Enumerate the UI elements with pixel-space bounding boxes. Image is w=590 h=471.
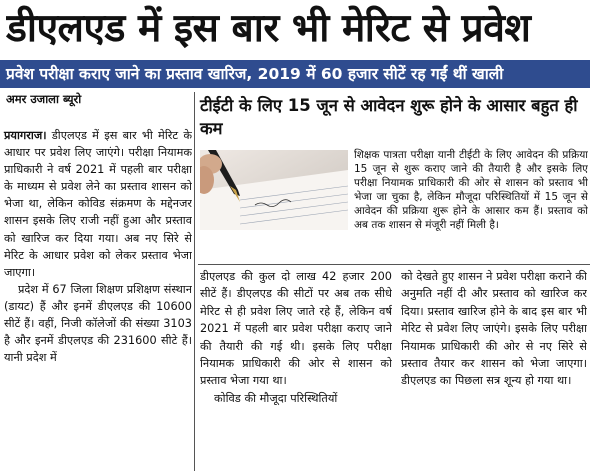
column1-paragraph-2: प्रदेश में 67 जिला शिक्षण प्रशिक्षण संस्थान (डायट) हैं और इनमें डीएलएड की 10600 सीटें हैं। वहीं, निजी कॉलेजों की संख्या 3103 है और इनमें डीएलएड की 231600 सीटे हैं। यानी प्रदेश में (4, 282, 192, 365)
article-column-3 (401, 268, 587, 471)
column2-paragraph-1: डीएलएड की कुल दो लाख 42 हजार 200 सीटें हैं। डीएलएड की सीटों पर अब तक सीधे मेरिट से ही प्रवेश लिए जाते रहे हैं, लेकिन वर्ष 2021 में पहली बार प्रवेश परीक्षा कराए जाने की तैयारी की गई थी। इसके लिए परीक्षा नियामक प्राधिकारी की ओर से शासन को प्रस्ताव भेजा गया था। (200, 270, 392, 388)
article-column-1 (0, 127, 192, 471)
column3-paragraph-1: को देखते हुए शासन ने प्रवेश परीक्षा कराने की अनुमति नहीं दी और प्रस्ताव को खारिज कर दिया। प्रस्ताव खारिज होने के बाद इस बार भी मेरिट से प्रवेश लिए जाएंगे। इसके लिए परीक्षा नियामक प्राधिकारी की ओर से नए सिरे से प्रस्ताव तैयार कर शासन को भेजा जाएगा। डीएलएड का पिछला सत्र शून्य हो गया था। (401, 270, 587, 388)
article-column-2 (200, 268, 392, 471)
section-divider (198, 264, 590, 265)
column-divider (194, 92, 195, 471)
sidebar-headline: टीईटी के लिए 15 जून से आवेदन शुरू होने के आसार बहुत ही कम (200, 96, 578, 138)
column1-paragraph-1: डीएलएड में इस बार भी मेरिट के आधार पर प्रवेश लिए जाएंगे। परीक्षा नियामक प्राधिकारी ने वर्ष 2021 में पहली बार परीक्षा के माध्यम से प्रवेश लेने का प्रस्ताव शासन को भेजा था, लेकिन कोविड संक्रमण के मद्देनजर शासन इसके लिए राजी नहीं हुआ और प्रस्ताव को खारिज कर दिया गया। अब नए सिरे से मेरिट के आधार प्रवेश को लेकर प्रस्ताव भेजा जाएगा। (4, 129, 192, 279)
sidebar-story-text: शिक्षक पात्रता परीक्षा यानी टीईटी के लिए आवेदन की प्रक्रिया 15 जून से शुरू कराए जाने की तैयारी है और इसके लिए परीक्षा नियामक प्राधिकारी की ओर से शासन को प्रस्ताव भी भेजा जा चुका है, लेकिन मौजूदा परिस्थितियों में 15 जून से आवेदन की प्रक्रिया शुरू होने के आसार कम हैं। प्रस्ताव को अब तक शासन से मंजूरी नहीं मिली है। (354, 149, 588, 232)
pen-writing-illustration (200, 150, 348, 230)
sidebar-story (200, 148, 588, 262)
pen-writing-photo (200, 150, 348, 230)
byline: अमर उजाला ब्यूरो (6, 92, 82, 106)
subheadline-banner (0, 60, 590, 88)
subheadline: प्रवेश परीक्षा कराए जाने का प्रस्ताव खारिज, 2019 में 60 हजार सीटें रह गईं थीं खाली (6, 65, 504, 83)
column2-paragraph-2: कोविड की मौजूदा परिस्थितियों (214, 391, 338, 405)
headline: डीएलएड में इस बार भी मेरिट से प्रवेश (6, 6, 531, 51)
dateline: प्रयागराज। (4, 129, 47, 142)
